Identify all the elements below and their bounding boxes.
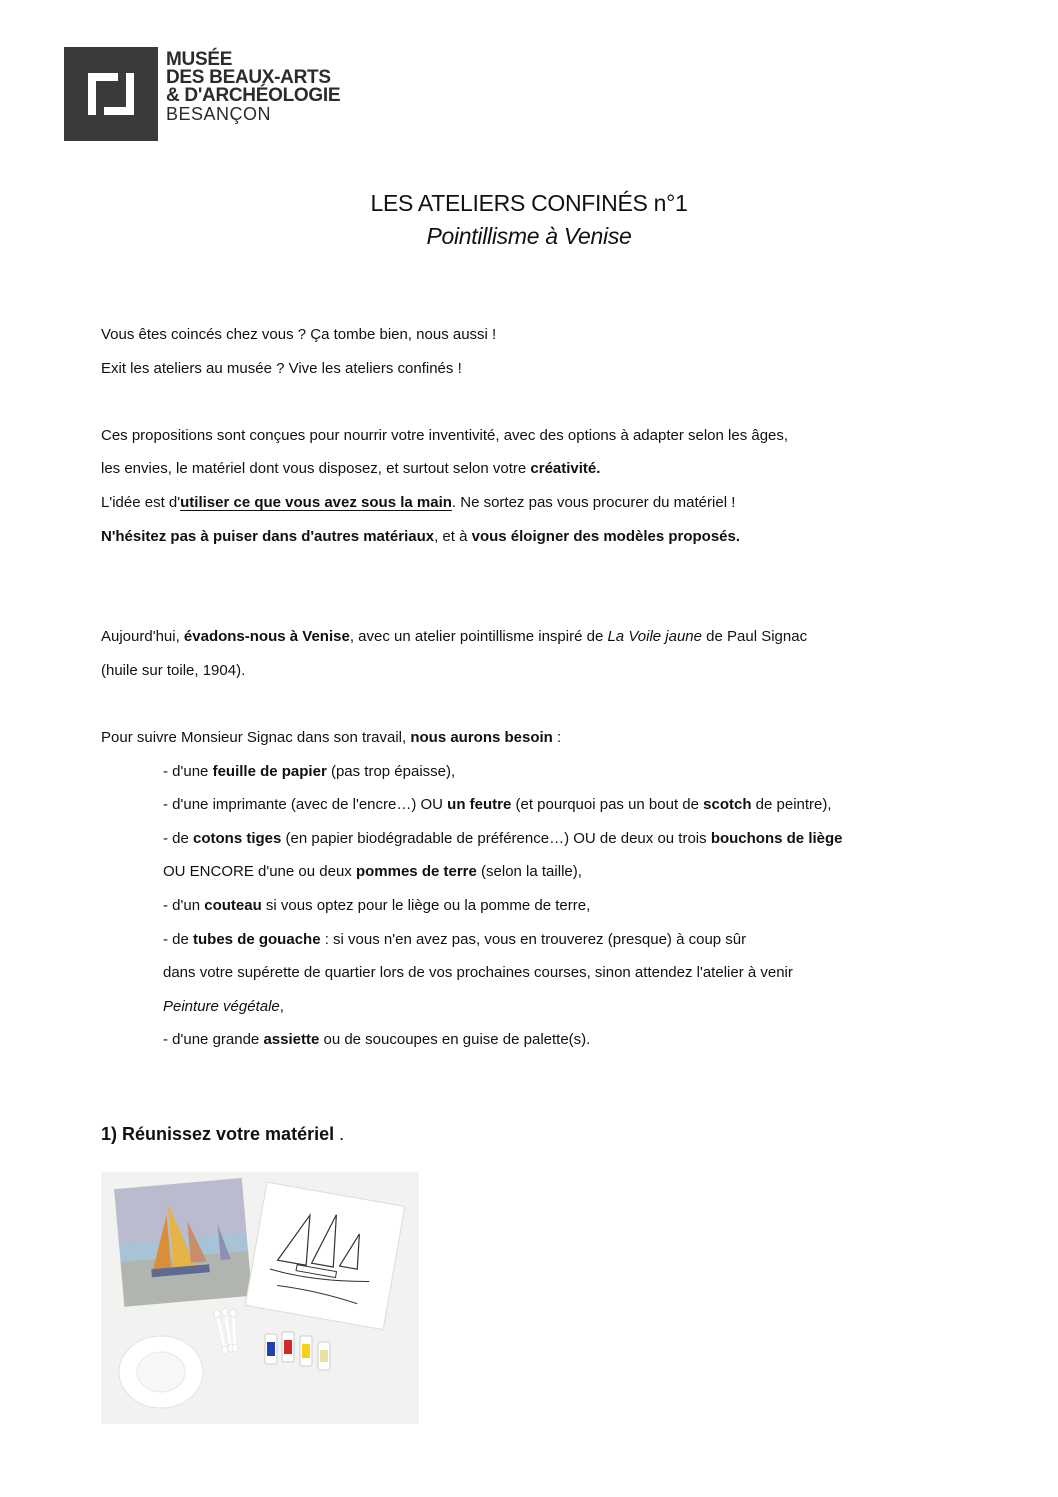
list-item-continued: dans votre supérette de quartier lors de vos prochaines courses, sinon attendez l'atelier à venir: [163, 964, 793, 982]
para-line-1: Ces propositions sont conçues pour nourrir votre inventivité, avec des options à adapter selon les âges,: [101, 426, 789, 444]
para-line-4: N'hésitez pas à puiser dans d'autres matériaux, et à vous éloigner des modèles proposés.: [101, 527, 741, 545]
logo-mark-icon: [64, 47, 158, 141]
intro-line-2: Exit les ateliers au musée ? Vive les ateliers confinés !: [101, 359, 462, 377]
list-item: - de tubes de gouache : si vous n'en avez pas, vous en trouverez (presque) à coup sûr: [163, 930, 747, 948]
para-line-2: les envies, le matériel dont vous disposez, et surtout selon votre créativité.: [101, 460, 601, 478]
title-subtitle: Pointillisme à Venise: [426, 223, 632, 249]
logo-wordmark: [166, 51, 340, 123]
section-heading: 1) Réunissez votre matériel .: [101, 1124, 345, 1144]
materials-photo: [101, 1172, 419, 1424]
list-item: - d'une feuille de papier (pas trop épaisse),: [163, 762, 456, 780]
museum-logo: [64, 47, 340, 141]
list-item: - d'un couteau si vous optez pour le liège ou la pomme de terre,: [163, 896, 591, 914]
intro-line-1: Vous êtes coincés chez vous ? Ça tombe bien, nous aussi !: [101, 326, 497, 343]
document-title: [0, 190, 1058, 250]
emphasis-underlined: utiliser ce que vous avez sous la main: [180, 493, 452, 511]
logo-line-1: MUSÉE: [166, 49, 233, 70]
list-item-continued: Peinture végétale,: [163, 997, 284, 1015]
list-item: OU ENCORE d'une ou deux pommes de terre (selon la taille),: [163, 863, 582, 881]
list-item: - de cotons tiges (en papier biodégradable de préférence…) OU de deux ou trois bouchons de liège: [163, 829, 843, 847]
today-line-1: Aujourd'hui, évadons-nous à Venise, avec un atelier pointillisme inspiré de La Voile jaune de Paul Signac: [101, 628, 808, 646]
para-line-3: L'idée est d'utiliser ce que vous avez sous la main. Ne sortez pas vous procurer du matériel !: [101, 493, 736, 511]
list-item: - d'une imprimante (avec de l'encre…) OU un feutre (et pourquoi pas un bout de scotch de peintre),: [163, 796, 832, 814]
today-line-2: (huile sur toile, 1904).: [101, 661, 246, 679]
logo-line-2: DES BEAUX-ARTS: [166, 67, 331, 88]
title-main: LES ATELIERS CONFINÉS n°1: [370, 190, 688, 216]
document-body: [101, 318, 981, 1057]
logo-line-3: & D'ARCHÉOLOGIE: [166, 85, 341, 106]
list-item: - d'une grande assiette ou de soucoupes en guise de palette(s).: [163, 1031, 591, 1049]
logo-line-4: BESANÇON: [166, 104, 272, 124]
needs-intro: Pour suivre Monsieur Signac dans son travail, nous aurons besoin :: [101, 728, 562, 746]
